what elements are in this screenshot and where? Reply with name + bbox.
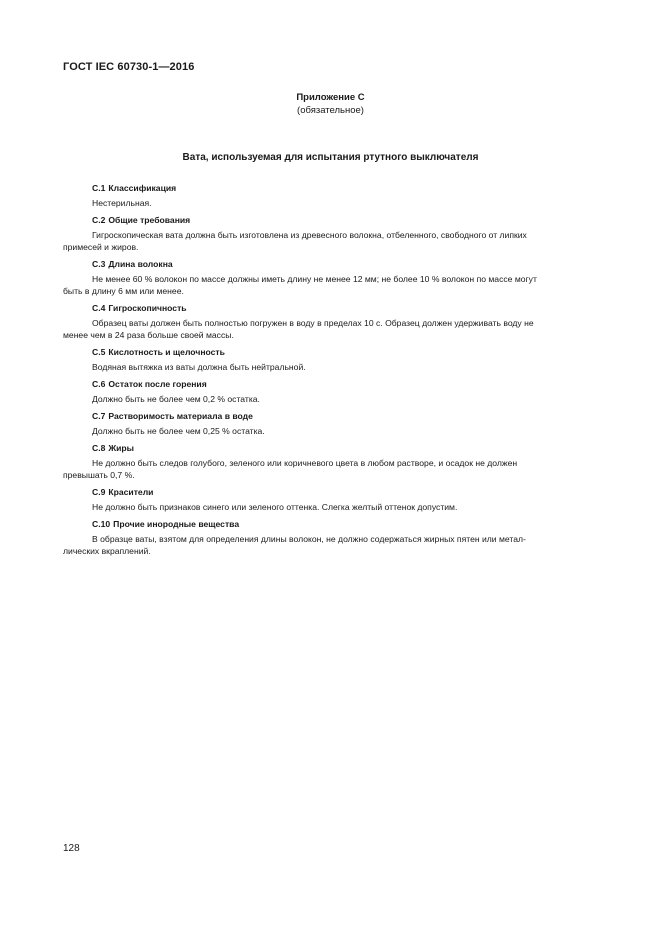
section-title — [92, 518, 598, 530]
section-number: С.10 — [92, 519, 111, 529]
section-text-continued: лических вкраплений. — [63, 546, 151, 556]
section-text-continued: менее чем в 24 раза больше своей массы. — [63, 330, 234, 340]
section-heading: Красители — [108, 487, 154, 497]
section-number: С.4 — [92, 303, 106, 313]
section-c6 — [92, 378, 598, 405]
section-heading: Классификация — [108, 183, 177, 193]
section-title — [92, 410, 598, 422]
section-text: В образце ваты, взятом для определения длины волокон, не должно содержаться жирных пятен или метал- — [92, 534, 526, 544]
annex-label: Приложение С — [296, 92, 365, 103]
section-heading: Гигроскопичность — [108, 303, 187, 313]
section-c4 — [63, 302, 598, 341]
section-number: С.2 — [92, 215, 106, 225]
section-c3 — [63, 258, 598, 297]
section-c2 — [63, 214, 598, 253]
document-code: ГОСТ IEC 60730-1—2016 — [63, 61, 195, 73]
section-number: С.1 — [92, 183, 106, 193]
section-title — [92, 486, 598, 498]
section-text: Не менее 60 % волокон по массе должны иметь длину не менее 12 мм; не более 10 % волокон по массе могут — [92, 274, 537, 284]
page-number: 128 — [63, 843, 80, 854]
section-c10 — [63, 518, 598, 557]
section-heading: Кислотность и щелочность — [108, 347, 225, 357]
section-number: С.8 — [92, 443, 106, 453]
section-title — [92, 442, 598, 454]
section-text: Должно быть не более чем 0,2 % остатка. — [92, 394, 260, 404]
section-title — [92, 258, 598, 270]
section-text-continued: примесей и жиров. — [63, 242, 139, 252]
section-number: С.9 — [92, 487, 106, 497]
section-c1 — [92, 182, 598, 209]
annex-heading — [0, 92, 661, 117]
section-title — [92, 182, 598, 194]
section-title — [92, 346, 598, 358]
section-c8 — [63, 442, 598, 481]
section-heading: Жиры — [108, 443, 135, 453]
annex-content — [63, 182, 598, 562]
section-heading: Остаток после горения — [108, 379, 207, 389]
section-text: Должно быть не более чем 0,25 % остатка. — [92, 426, 265, 436]
section-title — [92, 302, 598, 314]
section-text-continued: превышать 0,7 %. — [63, 470, 135, 480]
section-heading: Прочие инородные вещества — [113, 519, 240, 529]
section-number: С.7 — [92, 411, 106, 421]
section-heading: Растворимость материала в воде — [108, 411, 253, 421]
section-c5 — [92, 346, 598, 373]
section-c7 — [92, 410, 598, 437]
section-number: С.3 — [92, 259, 106, 269]
section-number: С.6 — [92, 379, 106, 389]
annex-title: Вата, используемая для испытания ртутного выключателя — [182, 152, 479, 163]
section-text: Не должно быть следов голубого, зеленого или коричневого цвета в любом растворе, и осадок не должен — [92, 458, 518, 468]
section-number: С.5 — [92, 347, 106, 357]
annex-status: (обязательное) — [297, 104, 364, 116]
section-text: Образец ваты должен быть полностью погружен в воду в пределах 10 с. Образец должен удерживать воду не — [92, 318, 534, 328]
section-title — [92, 214, 598, 226]
section-text: Водяная вытяжка из ваты должна быть нейтральной. — [92, 362, 306, 372]
section-title — [92, 378, 598, 390]
section-text-continued: быть в длину 6 мм или менее. — [63, 286, 184, 296]
section-text: Гигроскопическая вата должна быть изготовлена из древесного волокна, отбеленного, свободного от липких — [92, 230, 527, 240]
section-c9 — [92, 486, 598, 513]
section-heading: Длина волокна — [108, 259, 173, 269]
section-text: Не должно быть признаков синего или зеленого оттенка. Слегка желтый оттенок допустим. — [92, 502, 458, 512]
section-text: Нестерильная. — [92, 198, 152, 208]
section-heading: Общие требования — [108, 215, 191, 225]
